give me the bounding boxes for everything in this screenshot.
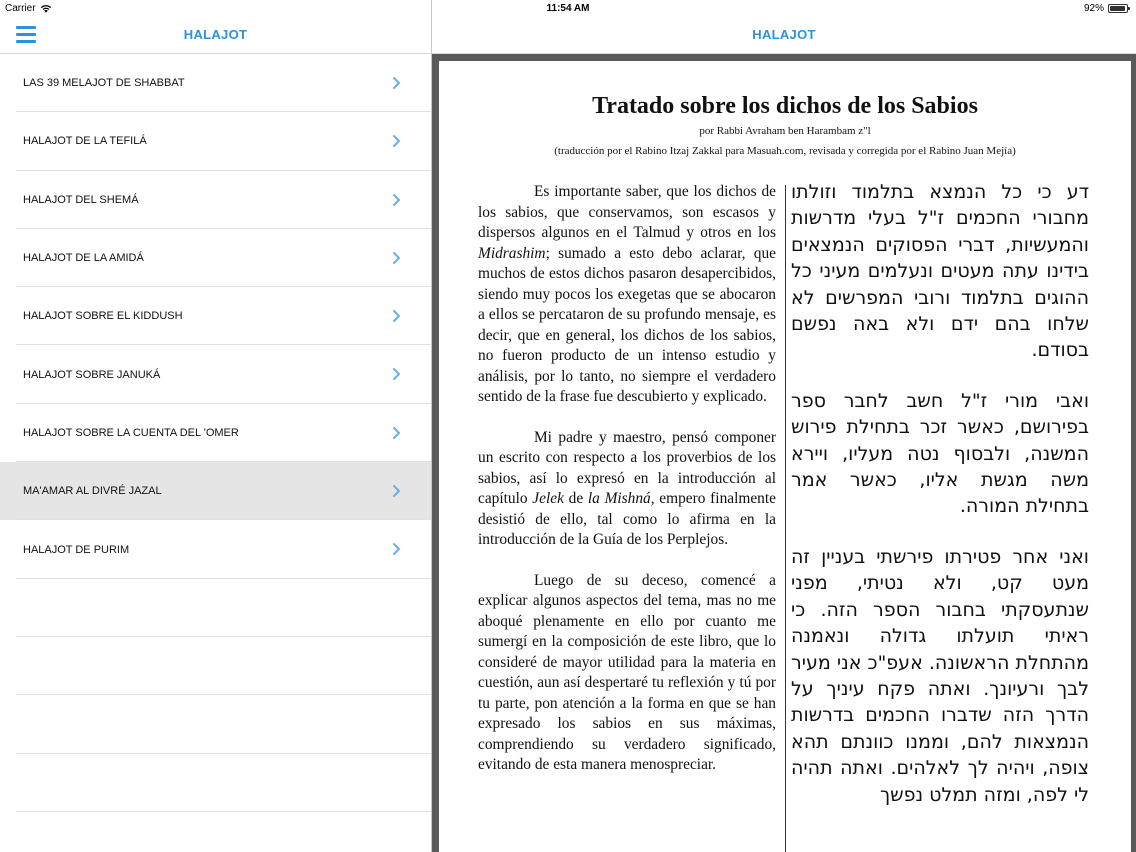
list-item[interactable]	[0, 229, 431, 287]
list-item[interactable]	[0, 112, 431, 170]
empty-list-row	[0, 637, 431, 695]
chevron-right-icon	[392, 367, 401, 381]
hebrew-paragraph: ואבי מורי ז"ל חשב לחבר ספר בפירושם, כאשר זכר בתחילת פירוש המשנה, ולבסוף נטה מעליו, ויירא משה מגשת אליו, כאשר אמר בתחילת המורה.	[791, 389, 1089, 518]
battery-percent: 92%	[1083, 3, 1104, 14]
status-time: 11:54 AM	[546, 3, 590, 14]
empty-list-row	[0, 695, 431, 753]
chevron-right-icon	[392, 251, 401, 265]
chevron-right-icon	[392, 426, 401, 440]
spanish-paragraph: Luego de su deceso, comencé a explicar algunos aspectos del tema, mas no me aboqué plenamente en ello por cuanto me sumergí en la composición de este libro, que lo consideré de mayor utilidad para la materia en cuestión, aun así despertaré tu reflexión y tú por tu parte, pon atención a la forma en que se han expresado los sabios en sus máximas, comprendiendo su verdadero significado, evitando de esta manera menospreciar.	[478, 571, 776, 773]
list-item[interactable]	[0, 345, 431, 403]
halajot-list	[0, 54, 431, 852]
spanish-paragraph: Es importante saber, que los dichos de los sabios, que conservamos, son escasos y dispersos algunos en el Talmud y otros en los Midrashim; sumado a esto debo aclarar, que muchos de estos dichos pasaron desapercibidos, siendo muy pocos los exegetas que se abocaron a ellos se percataron de su profundo mensaje, es decir, que en general, los dichos de los sabios, no fueron producto de un intenso estudio y análisis, por lo tanto, no siempre el verdadero sentido de la frase fue descubierto y explicado.	[478, 183, 776, 405]
hebrew-paragraph: דע כי כל הנמצא בתלמוד וזולתו מחבורי החכמים ז"ל בעלי מדרשות והמעשיות, דברי הפסוקים הנמצאים בידינו עתה מעטים ונעלמים מעיני כל ההוגים בתלמוד ורובי המפרשים לא שלחו בהם ידם ולא באה נפשם בסודם.	[791, 181, 1089, 362]
empty-list-row	[0, 754, 431, 812]
hebrew-column	[791, 179, 1089, 832]
master-panel	[0, 17, 431, 852]
detail-nav-bar	[432, 17, 1136, 54]
detail-nav-title: HALAJOT	[752, 27, 816, 42]
document-title: Tratado sobre los dichos de los Sabios	[592, 93, 978, 119]
battery-level-fill	[1110, 6, 1125, 11]
list-item[interactable]	[0, 287, 431, 345]
list-item[interactable]	[0, 54, 431, 112]
document-page[interactable]	[439, 61, 1131, 852]
carrier-label: Carrier	[5, 3, 36, 14]
chevron-right-icon	[392, 542, 401, 556]
chevron-right-icon	[392, 134, 401, 148]
hebrew-paragraph: ואני אחר פטירתו פירשתי בעניין זה מעט קט, ולא נטיתי, מפני שנתעסקתי בחבור הספר הזה. כי ראיתי תועלתו גדולה ונאמנה מהתחלת הראשונה. אעפ"כ אני מעיר לבך ורעיונך. ואתה פקח עיניך על הדרך הזה שדברו החכמים בדרשות הנמצאות להם, וממנו כוונתם תהא צופה, ויהיה לך לאלהים. ואתה תהיה לי לפה, ומזה תמלט נפשך	[791, 545, 1089, 806]
list-item-label: HALAJOT DEL SHEMÁ	[23, 193, 139, 206]
spanish-column	[478, 182, 776, 796]
list-item-label: HALAJOT SOBRE EL KIDDUSH	[23, 310, 183, 323]
chevron-right-icon	[392, 309, 401, 323]
list-item-label: LAS 39 MELAJOT DE SHABBAT	[23, 77, 185, 90]
list-item-label: HALAJOT DE LA AMIDÁ	[23, 252, 144, 265]
empty-list-row	[0, 812, 431, 852]
chevron-right-icon	[392, 193, 401, 207]
list-item[interactable]	[0, 404, 431, 462]
master-nav-bar	[0, 17, 431, 54]
list-item-label: HALAJOT SOBRE JANUKÁ	[23, 368, 161, 381]
document-author: por Rabbi Avraham ben Harambam z"l	[699, 125, 871, 137]
list-item[interactable]	[0, 171, 431, 229]
document-credit: (traducción por el Rabino Itzaj Zakkal para Masuah.com, revisada y corregida por el Rabino Juan Mejía)	[554, 145, 1016, 157]
list-item[interactable]	[0, 520, 431, 578]
battery-icon	[1108, 4, 1128, 13]
list-item-label: MA'AMAR AL DIVRÉ JAZAL	[23, 485, 162, 498]
column-divider	[785, 185, 786, 852]
chevron-right-icon	[392, 76, 401, 90]
status-bar	[0, 0, 1136, 17]
detail-panel	[432, 17, 1136, 852]
master-nav-title: HALAJOT	[183, 27, 248, 42]
list-item-label: HALAJOT DE PURIM	[23, 543, 130, 556]
spanish-paragraph: Mi padre y maestro, pensó componer un escrito con respecto a los proverbios de los sabios, así lo expresó en la introducción al capítulo Jelek de la Mishná, empero finalmente desistió de ello, tal como lo afirma en la introducción de la Guía de los Perplejos.	[478, 428, 776, 548]
empty-list-row	[0, 579, 431, 637]
chevron-right-icon	[392, 484, 401, 498]
list-item-label: HALAJOT SOBRE LA CUENTA DEL 'OMER	[23, 426, 239, 439]
battery-indicator	[1084, 3, 1128, 14]
list-item-label: HALAJOT DE LA TEFILÁ	[23, 135, 147, 148]
list-item[interactable]	[0, 462, 431, 520]
